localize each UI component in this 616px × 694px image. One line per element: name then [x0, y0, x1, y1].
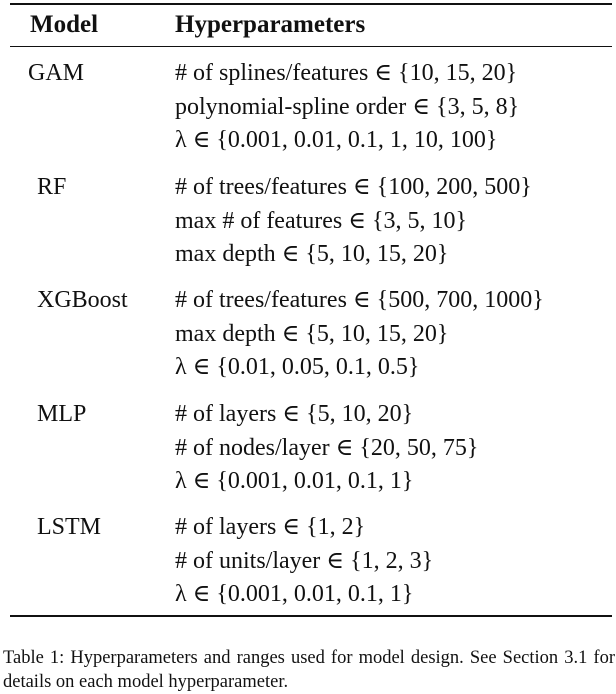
model-name-xgboost: XGBoost	[37, 287, 128, 313]
header-hyperparameters: Hyperparameters	[175, 11, 366, 38]
param-item: max depth ∈ {5, 10, 15, 20}	[175, 241, 449, 267]
table-top-rule	[10, 3, 612, 5]
param-item: max # of features ∈ {3, 5, 10}	[175, 207, 468, 234]
table-row-xgboost	[0, 284, 616, 386]
param-item: # of units/layer ∈ {1, 2, 3}	[175, 547, 434, 574]
param-item: polynomial-spline order ∈ {3, 5, 8}	[175, 93, 520, 120]
param-list-gam	[175, 57, 519, 158]
param-item: λ ∈ {0.001, 0.01, 0.1, 1}	[175, 581, 414, 607]
model-name-mlp: MLP	[37, 401, 87, 427]
param-list-xgboost	[175, 284, 544, 385]
param-list-rf	[175, 171, 532, 272]
param-item: λ ∈ {0.01, 0.05, 0.1, 0.5}	[175, 354, 420, 380]
param-item: # of nodes/layer ∈ {20, 50, 75}	[175, 434, 479, 461]
table-header-rule	[10, 46, 612, 47]
model-name-lstm: LSTM	[37, 514, 102, 540]
param-item: # of splines/features ∈ {10, 15, 20}	[175, 60, 518, 86]
header-model: Model	[30, 11, 99, 38]
param-item: max depth ∈ {5, 10, 15, 20}	[175, 320, 449, 347]
table-row-mlp	[0, 398, 616, 500]
param-item: # of layers ∈ {5, 10, 20}	[175, 401, 414, 427]
param-item: λ ∈ {0.001, 0.01, 0.1, 1}	[175, 468, 414, 494]
param-item: # of trees/features ∈ {100, 200, 500}	[175, 174, 532, 200]
table-row-gam	[0, 57, 616, 159]
table-row-lstm	[0, 511, 616, 613]
param-item: # of trees/features ∈ {500, 700, 1000}	[175, 287, 544, 313]
param-list-mlp	[175, 398, 478, 499]
param-item: λ ∈ {0.001, 0.01, 0.1, 1, 10, 100}	[175, 127, 498, 153]
table-bottom-rule	[10, 615, 612, 617]
table-row-rf	[0, 171, 616, 273]
param-item: # of layers ∈ {1, 2}	[175, 514, 366, 540]
table-caption: Table 1: Hyperparameters and ranges used for model design. See Section 3.1 for details on each model hyperparameter.	[3, 648, 615, 692]
model-name-rf: RF	[37, 174, 67, 200]
param-list-lstm	[175, 511, 433, 612]
model-name-gam: GAM	[28, 60, 85, 86]
